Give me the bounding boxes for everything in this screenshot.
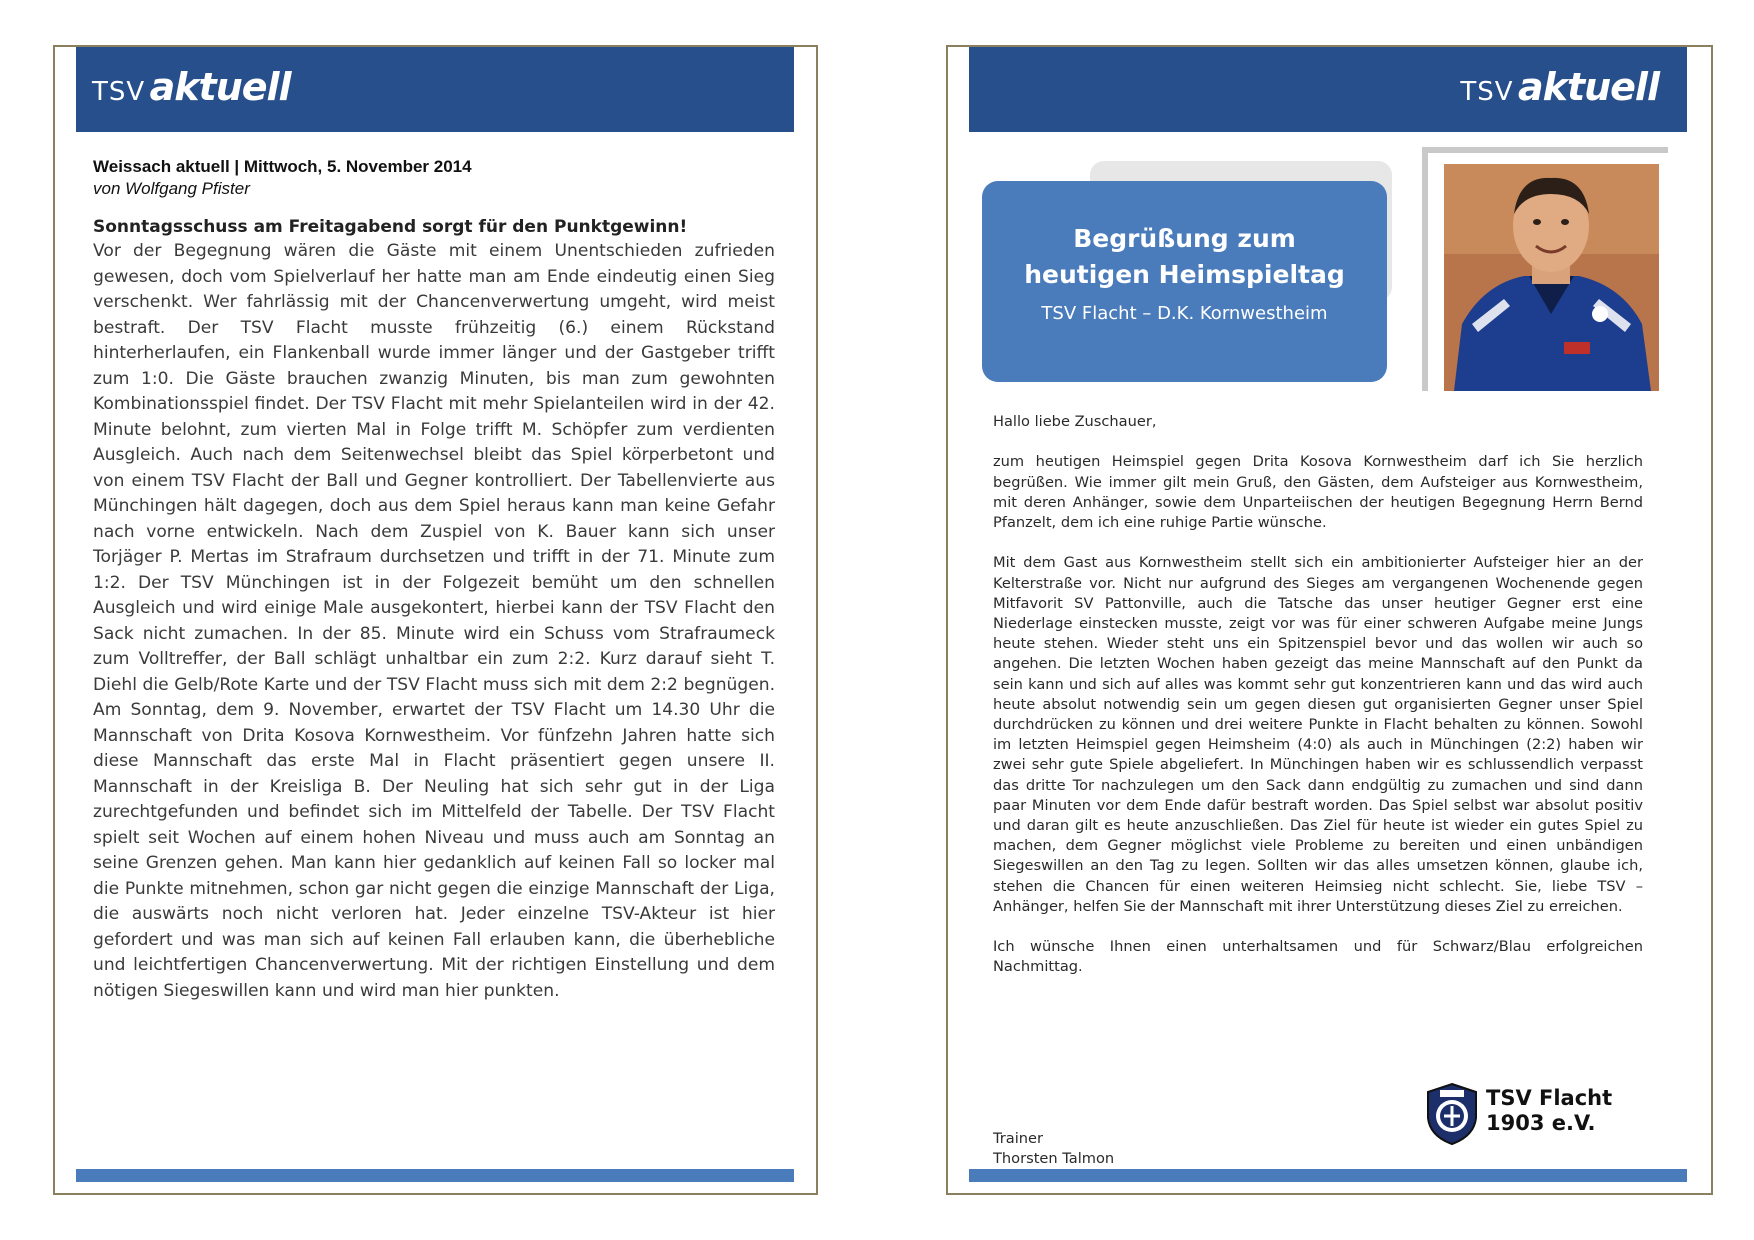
club-crest-icon	[1426, 1082, 1478, 1146]
article-headline: Sonntagsschuss am Freitagabend sorgt für den Punktgewinn!	[93, 217, 688, 237]
club-name	[1486, 1086, 1612, 1136]
club-name-line-2: 1903 e.V.	[1486, 1111, 1596, 1135]
brand-prefix: TSV	[92, 77, 146, 107]
tsv-aktuell-logo	[92, 65, 291, 109]
welcome-letter	[993, 412, 1643, 978]
letter-salutation: Hallo liebe Zuschauer,	[993, 413, 1157, 430]
letter-paragraph-3: Ich wünsche Ihnen einen unterhaltsamen und für Schwarz/Blau erfolgreichen Nachmittag.	[993, 938, 1643, 976]
photo-frame	[1422, 147, 1668, 153]
brand-name: aktuell	[149, 65, 291, 109]
tsv-aktuell-logo	[1460, 65, 1659, 109]
article-body: Vor der Begegnung wären die Gäste mit einem Unentschieden zufrieden gewesen, doch vom Spielverlauf her hatte man am Ende eindeutig einen Sieg verschenkt. Wer fahrlässig mit der Chancenverwertung umgeht, wird meist bestraft. Der TSV Flacht musste frühzeitig (6.) einem Rückstand hinterherlaufen, ein Flankenball wurde immer länger und der Gastgeber trifft zum 1:0. Die Gäste brauchen zwanzig Minuten, bis man zum gewohnten Kombinationsspiel findet. Der TSV Flacht mit mehr Spielanteilen wird in der 42. Minute belohnt, zum vierten Mal in Folge trifft M. Schöpfer zum verdienten Ausgleich. Auch nach dem Seitenwechsel bleibt das Spiel körperbetont und von einem TSV Flacht der Ball und Gegner kontrolliert. Der Tabellenvierte aus Münchingen hält dagegen, doch aus dem Spiel heraus kann man keine Gefahr nach vorne entwickeln. Nach dem Zuspiel von K. Bauer kann sich unser Torjäger P. Mertas im Strafraum durchsetzen und trifft in der 71. Minute zum 1:2. Der TSV Münchingen ist in der Folgezeit bemüht um den schnellen Ausgleich und wird einige Male ausgekontert, hierbei kann der TSV Flacht den Sack nicht zumachen. In der 85. Minute wird ein Schuss vom Strafraumeck zum Volltreffer, der Ball schlägt unhaltbar ein zum 2:2. Kurz darauf sieht T. Diehl die Gelb/Rote Karte und der TSV Flacht muss sich mit dem 2:2 begnügen. Am Sonntag, dem 9. November, erwartet der TSV Flacht um 14.30 Uhr die Mannschaft von Drita Kosova Kornwestheim. Vor fünfzehn Jahren hatte sich diese Mannschaft das erste Mal in Flacht präsentiert gegen unsere II. Mannschaft in der Kreisliga B. Der Neuling hat sich sehr gut in der Liga zurechtgefunden und befindet sich im Mittelfeld der Tabelle. Der TSV Flacht spielt seit Wochen auf einem hohen Niveau und muss auch am Sonntag an seine Grenzen gehen. Man kann hier gedanklich auf keinen Fall so locker mal die Punkte mitnehmen, schon gar nicht gegen die einzige Mannschaft der Liga, die auswärts noch nicht verloren hat. Jeder einzelne TSV-Akteur ist hier gefordert und was man sich auf keinen Fall erlauben kann, die überhebliche und leichtfertigen Chancenverwertung. Mit der richtigen Einstellung und dem nötigen Siegeswillen kann und wird man hier punkten.	[93, 241, 775, 1001]
right-footer-bar	[969, 1169, 1687, 1182]
trainer-photo	[1444, 164, 1659, 391]
left-page	[53, 45, 818, 1195]
signature	[993, 1129, 1114, 1169]
welcome-box	[982, 181, 1387, 382]
article-source: Weissach aktuell | Mittwoch, 5. November 2014	[93, 157, 472, 176]
photo-frame-side	[1422, 147, 1428, 391]
signature-role: Trainer	[993, 1130, 1043, 1147]
left-header-banner	[76, 47, 794, 132]
left-footer-bar	[76, 1169, 794, 1182]
brand-name: aktuell	[1518, 65, 1659, 109]
signature-name: Thorsten Talmon	[993, 1150, 1115, 1168]
club-logo	[1426, 1082, 1613, 1151]
match-title: TSV Flacht – D.K. Kornwestheim	[1041, 303, 1328, 324]
club-name-line-1: TSV Flacht	[1486, 1086, 1613, 1110]
brand-prefix: TSV	[1460, 77, 1514, 107]
right-header-banner	[969, 47, 1687, 132]
article-author: von Wolfgang Pfister	[93, 179, 250, 198]
welcome-title: Begrüßung zum heutigen Heimspieltag	[1024, 224, 1345, 289]
letter-paragraph-1: zum heutigen Heimspiel gegen Drita Kosova Kornwestheim darf ich Sie herzlich begrüßen. Wie immer gilt mein Gruß, den Gästen, dem Aufsteiger aus Kornwestheim, mit deren Anhänger, sowie dem Unparteiischen der heutigen Begegnung Herrn Bernd Pfanzelt, dem ich eine ruhige Partie wünsche.	[993, 453, 1643, 531]
letter-paragraph-2: Mit dem Gast aus Kornwestheim stellt sich ein ambitionierter Aufsteiger hier an der Kelterstraße vor. Nicht nur aufgrund des Sieges am vergangenen Wochenende gegen Mitfavorit SV Pattonville, auch die Tatsche das unser heutiger Gegner erst eine Niederlage einstecken musste, zeigt vor was für einer schweren Aufgabe meine Jungs heute stehen. Wieder steht uns ein Spitzenspiel bevor und das wollen wir auch so angehen. Die letzten Wochen haben gezeigt das meine Mannschaft auf den Punkt da sein kann und sich auf alles was kommt sehr gut konzentrieren kann und das wird auch heute absolut notwendig sein um gegen diesen gut organisierten Gegner unser Spiel durchdrücken zu können und drei weitere Punkte in Flacht behalten zu können. Sowohl im letzten Heimspiel gegen Heimsheim (4:0) als auch in Münchingen (2:2) haben wir zwei sehr gute Spiele abgeliefert. In Münchingen haben wir es schlussendlich verpasst das dritte Tor nachzulegen um den Sack dann endgültig zu zumachen und sind dann paar Minuten vor dem Ende dafür bestraft worden. Das Spiel selbst war absolut positiv und daran gilt es heute anzuschließen. Das Ziel für heute ist wieder ein gutes Spiel zu machen, dem Gegner möglichst viele Probleme zu bereiten und einen unbändigen Siegeswillen an den Tag zu legen. Sollten wir das alles umsetzen können, glaube ich, stehen die Chancen für einen weiteren Heimsieg nicht schlecht. Sie, liebe TSV – Anhänger, helfen Sie der Mannschaft mit ihrer Unterstützung dieses Ziel zu erreichen.	[993, 554, 1643, 915]
right-page	[946, 45, 1713, 1195]
